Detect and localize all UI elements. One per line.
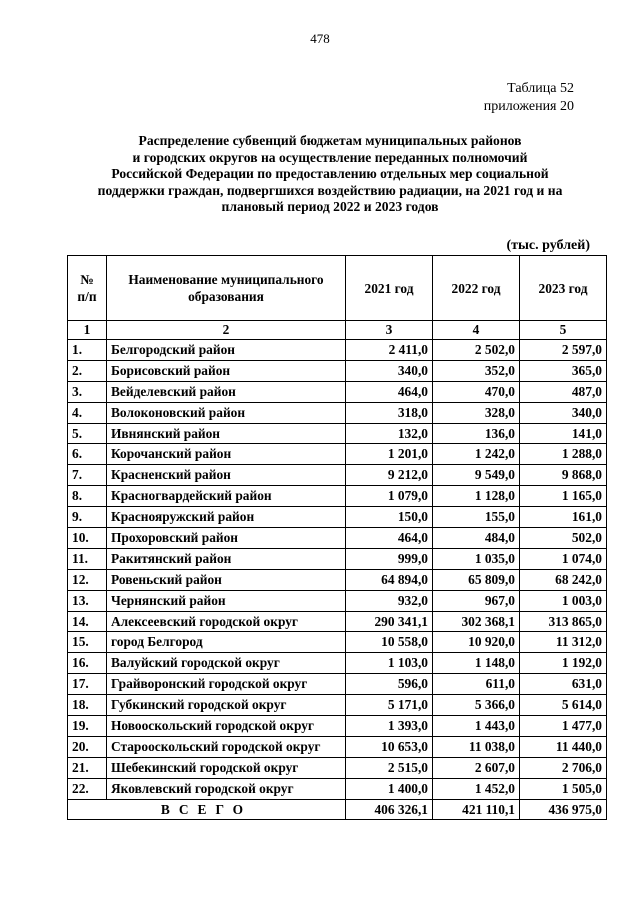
- row-value-2021: 10 558,0: [346, 632, 433, 653]
- row-value-2022: 9 549,0: [433, 465, 520, 486]
- title-line: Распределение субвенций бюджетам муниципальных районов: [138, 133, 522, 148]
- row-value-2022: 352,0: [433, 360, 520, 381]
- table-row: [68, 402, 607, 423]
- header-number-line2: п/п: [77, 289, 97, 304]
- row-value-2021: 150,0: [346, 507, 433, 528]
- row-number: 4.: [68, 402, 107, 423]
- row-value-2023: 9 868,0: [520, 465, 607, 486]
- table-row: [68, 632, 607, 653]
- row-number: 3.: [68, 381, 107, 402]
- row-value-2023: 313 865,0: [520, 611, 607, 632]
- row-name: Волоконовский район: [107, 402, 346, 423]
- row-value-2021: 1 103,0: [346, 653, 433, 674]
- row-value-2023: 11 312,0: [520, 632, 607, 653]
- column-number: 4: [433, 321, 520, 340]
- table-row: [68, 548, 607, 569]
- row-name: Чернянский район: [107, 590, 346, 611]
- row-value-2021: 464,0: [346, 381, 433, 402]
- row-value-2021: 1 400,0: [346, 778, 433, 799]
- row-number: 12.: [68, 569, 107, 590]
- row-value-2021: 5 171,0: [346, 695, 433, 716]
- total-2023: 436 975,0: [520, 799, 607, 820]
- row-value-2023: 502,0: [520, 528, 607, 549]
- row-value-2021: 290 341,1: [346, 611, 433, 632]
- row-value-2021: 596,0: [346, 674, 433, 695]
- row-value-2022: 967,0: [433, 590, 520, 611]
- row-value-2023: 141,0: [520, 423, 607, 444]
- row-value-2023: 631,0: [520, 674, 607, 695]
- row-value-2023: 365,0: [520, 360, 607, 381]
- row-number: 15.: [68, 632, 107, 653]
- table-row: [68, 465, 607, 486]
- row-value-2023: 5 614,0: [520, 695, 607, 716]
- title-line: плановый период 2022 и 2023 годов: [221, 199, 439, 214]
- total-2022: 421 110,1: [433, 799, 520, 820]
- row-value-2023: 2 706,0: [520, 757, 607, 778]
- table-row: [68, 778, 607, 799]
- table-reference-line2: приложения 20: [483, 99, 574, 114]
- row-name: Шебекинский городской округ: [107, 757, 346, 778]
- header-name-line2: образования: [188, 289, 264, 304]
- row-name: Краснояружский район: [107, 507, 346, 528]
- row-number: 19.: [68, 716, 107, 737]
- row-number: 8.: [68, 486, 107, 507]
- table-row: [68, 736, 607, 757]
- column-number: 1: [68, 321, 107, 340]
- row-value-2022: 611,0: [433, 674, 520, 695]
- row-number: 20.: [68, 736, 107, 757]
- row-value-2022: 1 443,0: [433, 716, 520, 737]
- subsidies-table: [67, 255, 607, 820]
- header-name: [107, 256, 346, 321]
- row-number: 5.: [68, 423, 107, 444]
- row-number: 18.: [68, 695, 107, 716]
- row-name: Корочанский район: [107, 444, 346, 465]
- row-value-2023: 1 288,0: [520, 444, 607, 465]
- row-value-2021: 999,0: [346, 548, 433, 569]
- row-name: Грайворонский городской округ: [107, 674, 346, 695]
- row-number: 14.: [68, 611, 107, 632]
- table-row: [68, 653, 607, 674]
- title-line: Российской Федерации по предоставлению отдельных мер социальной: [111, 166, 549, 181]
- row-value-2021: 340,0: [346, 360, 433, 381]
- row-value-2022: 10 920,0: [433, 632, 520, 653]
- table-row: [68, 716, 607, 737]
- table-reference: [484, 80, 574, 116]
- table-row: [68, 695, 607, 716]
- row-value-2022: 155,0: [433, 507, 520, 528]
- row-value-2021: 2 515,0: [346, 757, 433, 778]
- header-2023: 2023 год: [520, 256, 607, 321]
- row-value-2022: 1 452,0: [433, 778, 520, 799]
- row-number: 7.: [68, 465, 107, 486]
- header-number: [68, 256, 107, 321]
- total-label: ВСЕГО: [68, 799, 346, 820]
- row-name: Ивнянский район: [107, 423, 346, 444]
- row-value-2022: 65 809,0: [433, 569, 520, 590]
- title-line: и городских округов на осуществление переданных полномочий: [132, 149, 528, 165]
- row-name: Яковлевский городской округ: [107, 778, 346, 799]
- total-2021: 406 326,1: [346, 799, 433, 820]
- row-name: Валуйский городской округ: [107, 653, 346, 674]
- row-number: 6.: [68, 444, 107, 465]
- table-row: [68, 569, 607, 590]
- row-value-2023: 1 074,0: [520, 548, 607, 569]
- total-row: [68, 799, 607, 820]
- row-number: 17.: [68, 674, 107, 695]
- row-value-2022: 470,0: [433, 381, 520, 402]
- row-value-2023: 1 192,0: [520, 653, 607, 674]
- table-row: [68, 757, 607, 778]
- row-value-2022: 1 242,0: [433, 444, 520, 465]
- row-value-2022: 2 502,0: [433, 340, 520, 361]
- row-value-2023: 11 440,0: [520, 736, 607, 757]
- row-value-2023: 2 597,0: [520, 340, 607, 361]
- row-value-2023: 1 165,0: [520, 486, 607, 507]
- units-label: (тыс. рублей): [506, 238, 590, 253]
- row-value-2021: 1 079,0: [346, 486, 433, 507]
- header-2021: 2021 год: [346, 256, 433, 321]
- row-number: 9.: [68, 507, 107, 528]
- table-row: [68, 674, 607, 695]
- row-name: город Белгород: [107, 632, 346, 653]
- row-name: Старооскольский городской округ: [107, 736, 346, 757]
- table-row: [68, 340, 607, 361]
- row-value-2023: 1 003,0: [520, 590, 607, 611]
- row-value-2021: 1 393,0: [346, 716, 433, 737]
- column-numbers-row: [68, 321, 607, 340]
- row-value-2021: 64 894,0: [346, 569, 433, 590]
- row-value-2022: 2 607,0: [433, 757, 520, 778]
- row-number: 1.: [68, 340, 107, 361]
- row-value-2023: 1 477,0: [520, 716, 607, 737]
- row-number: 2.: [68, 360, 107, 381]
- table-row: [68, 528, 607, 549]
- row-value-2021: 9 212,0: [346, 465, 433, 486]
- row-value-2022: 5 366,0: [433, 695, 520, 716]
- row-name: Губкинский городской округ: [107, 695, 346, 716]
- row-number: 10.: [68, 528, 107, 549]
- row-value-2022: 1 128,0: [433, 486, 520, 507]
- table-row: [68, 507, 607, 528]
- row-value-2021: 932,0: [346, 590, 433, 611]
- row-number: 11.: [68, 548, 107, 569]
- row-number: 13.: [68, 590, 107, 611]
- table-header-row: [68, 256, 607, 321]
- table-row: [68, 381, 607, 402]
- row-name: Ровеньский район: [107, 569, 346, 590]
- row-value-2021: 464,0: [346, 528, 433, 549]
- row-value-2022: 1 148,0: [433, 653, 520, 674]
- row-name: Красненский район: [107, 465, 346, 486]
- row-value-2022: 484,0: [433, 528, 520, 549]
- table-reference-line1: Таблица 52: [507, 81, 574, 96]
- table-row: [68, 444, 607, 465]
- column-number: 5: [520, 321, 607, 340]
- row-name: Прохоровский район: [107, 528, 346, 549]
- header-2022: 2022 год: [433, 256, 520, 321]
- row-value-2023: 340,0: [520, 402, 607, 423]
- row-name: Борисовский район: [107, 360, 346, 381]
- row-value-2021: 318,0: [346, 402, 433, 423]
- column-number: 3: [346, 321, 433, 340]
- row-number: 22.: [68, 778, 107, 799]
- row-name: Белгородский район: [107, 340, 346, 361]
- table-row: [68, 611, 607, 632]
- row-value-2022: 328,0: [433, 402, 520, 423]
- row-name: Красногвардейский район: [107, 486, 346, 507]
- table-row: [68, 360, 607, 381]
- header-name-line1: Наименование муниципального: [128, 272, 324, 287]
- table-row: [68, 590, 607, 611]
- row-value-2021: 132,0: [346, 423, 433, 444]
- row-value-2023: 487,0: [520, 381, 607, 402]
- row-number: 16.: [68, 653, 107, 674]
- row-value-2021: 10 653,0: [346, 736, 433, 757]
- row-value-2023: 68 242,0: [520, 569, 607, 590]
- table-row: [68, 486, 607, 507]
- row-value-2022: 1 035,0: [433, 548, 520, 569]
- document-title: [60, 133, 600, 216]
- row-value-2021: 2 411,0: [346, 340, 433, 361]
- row-number: 21.: [68, 757, 107, 778]
- row-name: Новооскольский городской округ: [107, 716, 346, 737]
- column-number: 2: [107, 321, 346, 340]
- row-name: Ракитянский район: [107, 548, 346, 569]
- row-name: Вейделевский район: [107, 381, 346, 402]
- page-number: 478: [310, 31, 330, 46]
- row-value-2023: 161,0: [520, 507, 607, 528]
- title-line: поддержки граждан, подвергшихся воздействию радиации, на 2021 год и на: [97, 182, 563, 198]
- row-value-2022: 11 038,0: [433, 736, 520, 757]
- row-name: Алексеевский городской округ: [107, 611, 346, 632]
- row-value-2021: 1 201,0: [346, 444, 433, 465]
- row-value-2022: 136,0: [433, 423, 520, 444]
- table-row: [68, 423, 607, 444]
- row-value-2023: 1 505,0: [520, 778, 607, 799]
- header-number-line1: №: [80, 272, 94, 287]
- row-value-2022: 302 368,1: [433, 611, 520, 632]
